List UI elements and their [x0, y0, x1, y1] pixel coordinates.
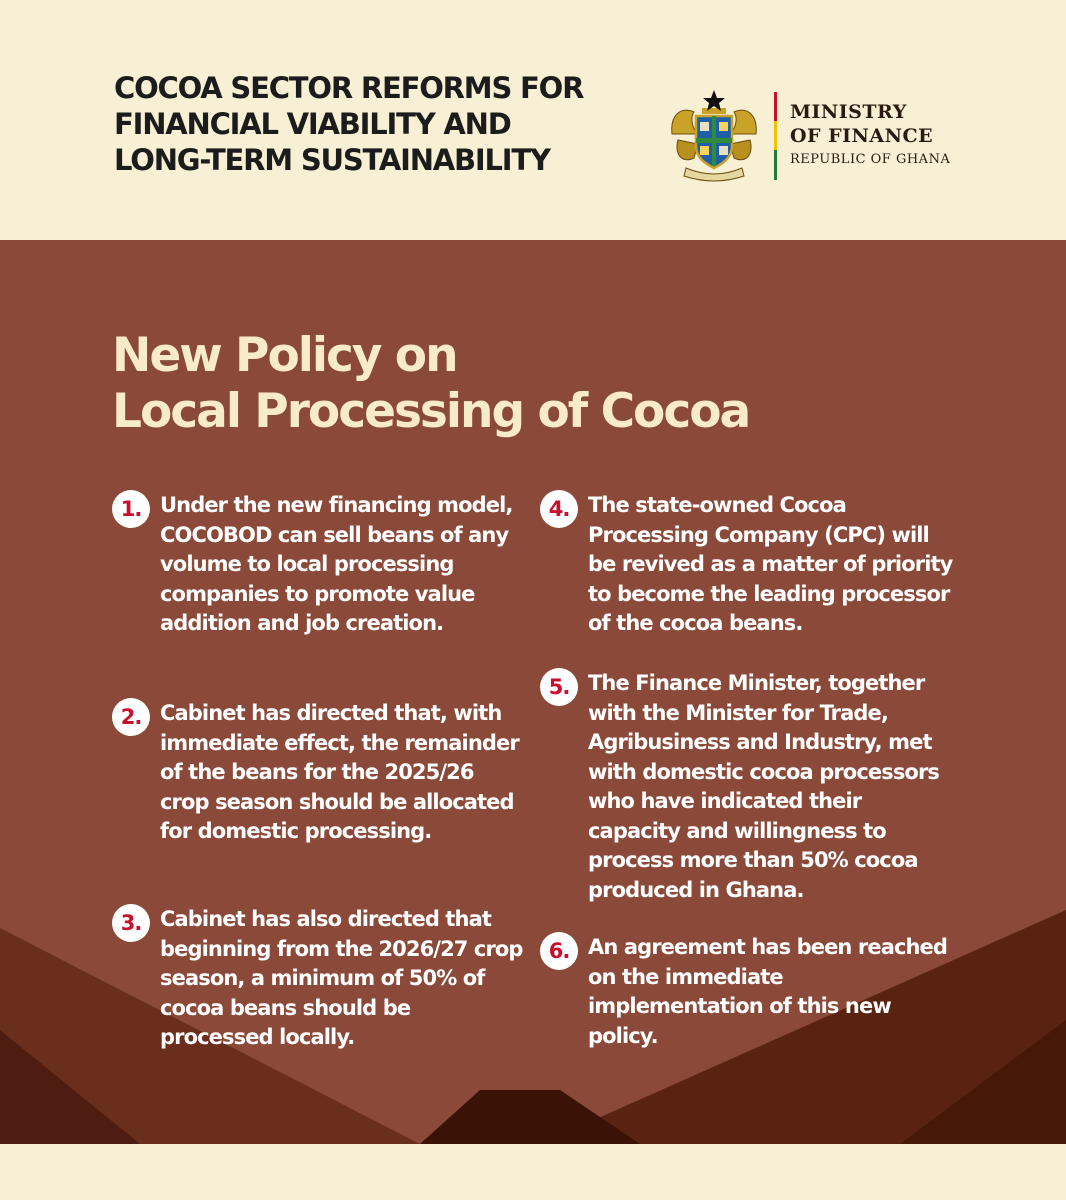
header-title-line: LONG-TERM SUSTAINABILITY [114, 143, 550, 177]
item-number-badge: 1. [112, 490, 150, 528]
item-text: An agreement has been reached on the immediate implementation of this new policy. [588, 935, 948, 1048]
ghana-coat-of-arms-icon [664, 88, 764, 184]
item-text: Under the new financing model, COCOBOD can sell beans of any volume to local processing companies to promote value addition and job creation. [160, 493, 513, 635]
item-number-badge: 3. [112, 904, 150, 942]
header-title-line: FINANCIAL VIABILITY AND [114, 107, 511, 141]
item-number-badge: 4. [540, 490, 578, 528]
header [0, 0, 1066, 240]
item-text: The state-owned Cocoa Processing Company (CPC) will be revived as a matter of priority to become the leading processor of the cocoa beans. [588, 493, 953, 635]
page-title-line: Local Processing of Cocoa [112, 384, 750, 439]
item-number-badge: 2. [112, 698, 150, 736]
page-title [112, 328, 749, 440]
item-number-badge: 6. [540, 932, 578, 970]
ministry-logo-text [790, 100, 950, 170]
header-title-line: COCOA SECTOR REFORMS FOR [114, 71, 584, 105]
ministry-line: OF FINANCE [790, 125, 934, 147]
page-title-line: New Policy on [112, 328, 457, 383]
header-title [114, 70, 634, 178]
footer-band [0, 1144, 1066, 1200]
content-panel [0, 240, 1066, 1144]
item-text: The Finance Minister, together with the Minister for Trade, Agribusiness and Industry, met with domestic cocoa processors who have indicated their capacity and willingness to process more than 50% cocoa produced in Ghana. [588, 671, 940, 902]
item-text: Cabinet has also directed that beginning from the 2026/27 crop season, a minimum of 50% of cocoa beans should be processed locally. [160, 907, 523, 1049]
item-number-badge: 5. [540, 668, 578, 706]
flag-divider [774, 92, 777, 180]
item-text: Cabinet has directed that, with immediate effect, the remainder of the beans for the 2025/26 crop season should be allocated for domestic processing. [160, 701, 519, 843]
ministry-subline: REPUBLIC OF GHANA [790, 152, 951, 167]
ministry-line: MINISTRY [790, 101, 907, 123]
